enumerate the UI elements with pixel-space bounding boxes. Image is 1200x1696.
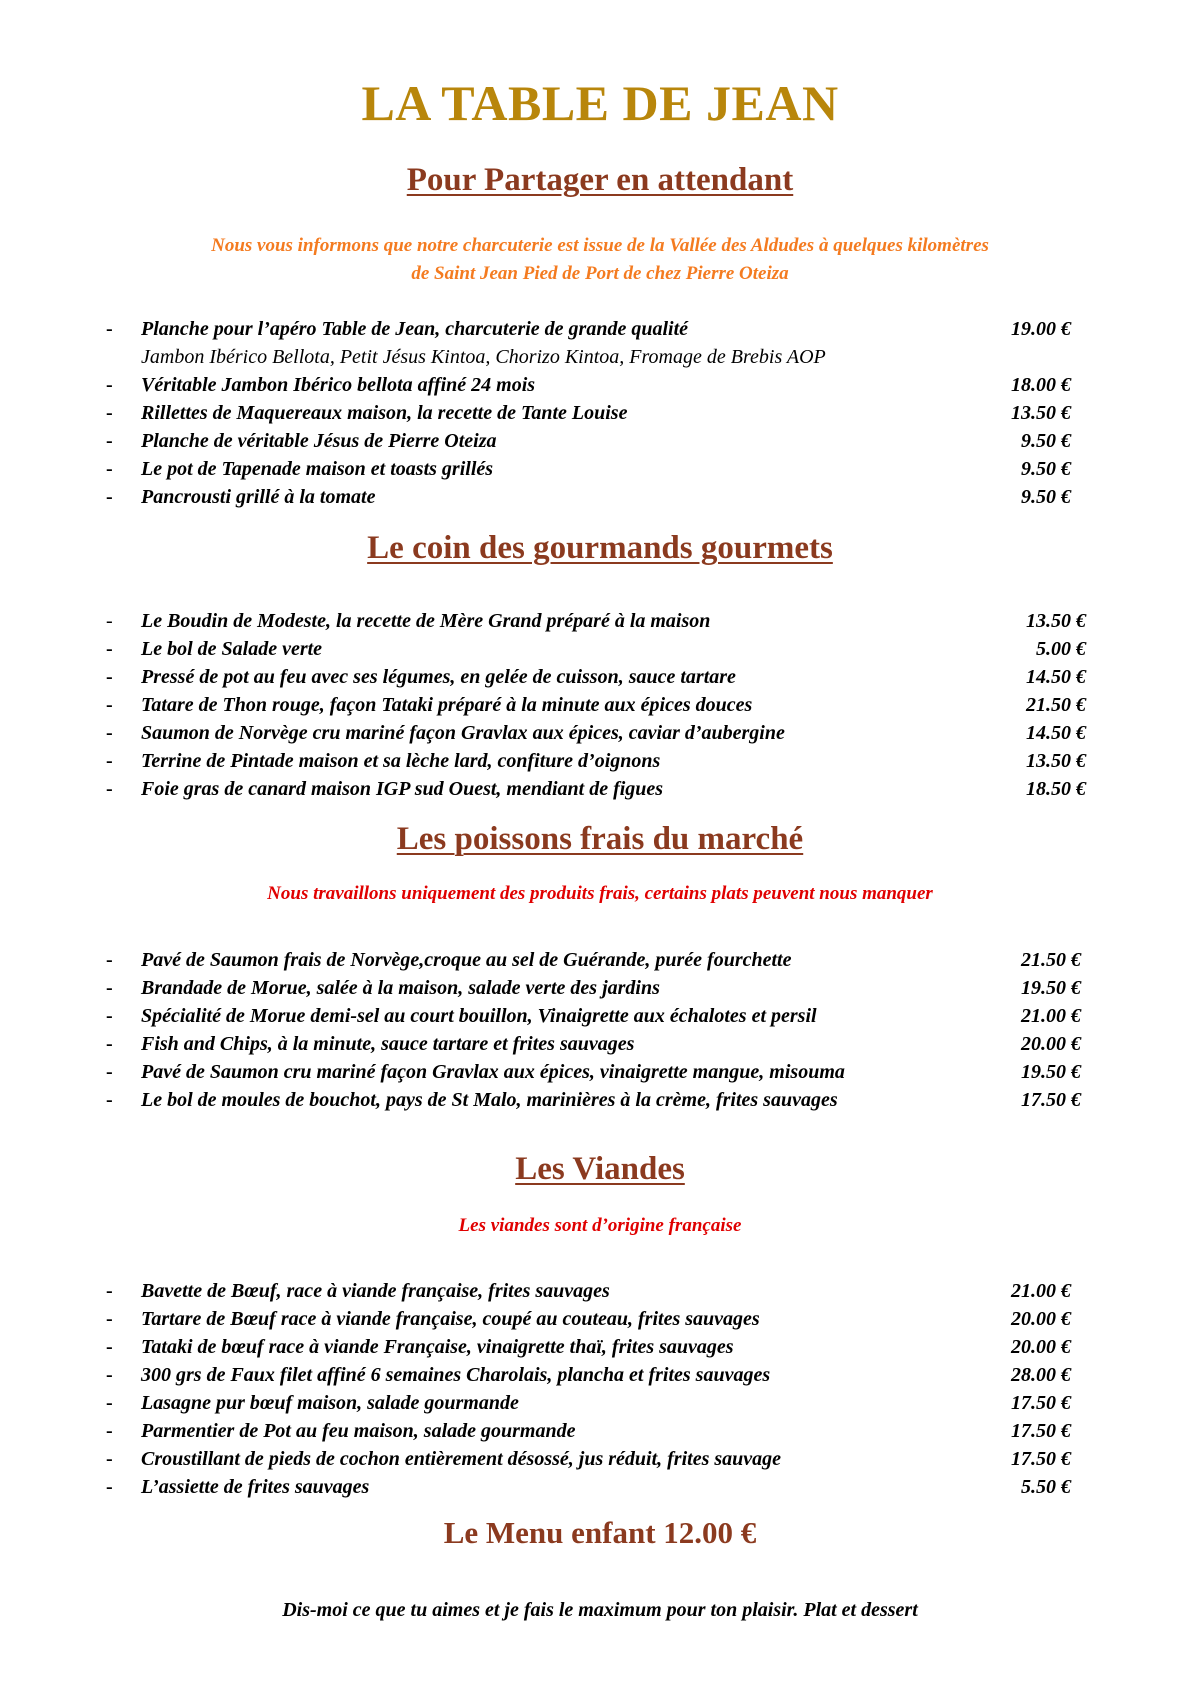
menu-enfant-heading: Le Menu enfant 12.00 € [443, 1515, 757, 1550]
menu-item [106, 747, 1086, 775]
menu-item-price: 18.00 € [1011, 374, 1071, 396]
menu-item [106, 974, 1081, 1002]
menu-item [106, 1277, 1071, 1305]
menu-item [106, 1473, 1071, 1501]
menu-item-name: 300 grs de Faux filet affiné 6 semaines Charolais, plancha et frites sauvages [141, 1364, 771, 1386]
menu-item [106, 1445, 1071, 1473]
menu-item-name: Pavé de Saumon cru mariné façon Gravlax aux épices, vinaigrette mangue, misouma [141, 1061, 845, 1083]
menu-item [106, 635, 1086, 663]
menu-item [106, 483, 1071, 511]
list-dash: - [106, 750, 113, 772]
list-dash: - [106, 430, 113, 452]
menu-item-price: 20.00 € [1011, 1308, 1071, 1330]
section-heading-gourmands: Le coin des gourmands gourmets [367, 530, 833, 566]
menu-item [106, 607, 1086, 635]
menu-enfant-description: Dis-moi ce que tu aimes et je fais le maximum pour ton plaisir. Plat et dessert [282, 1599, 918, 1621]
menu-item-price: 17.50 € [1011, 1420, 1071, 1442]
menu-item-name: Véritable Jambon Ibérico bellota affiné 24 mois [141, 374, 536, 396]
menu-item-name: L’assiette de frites sauvages [141, 1476, 370, 1498]
menu-item-name: Terrine de Pintade maison et sa lèche lard, confiture d’oignons [141, 750, 661, 772]
menu-list-viandes [106, 1277, 1071, 1501]
list-dash: - [106, 1061, 113, 1083]
menu-item [106, 1030, 1081, 1058]
menu-item-price: 19.50 € [1021, 977, 1081, 999]
menu-item-name: Tataki de bœuf race à viande Française, vinaigrette thaï, frites sauvages [141, 1336, 734, 1358]
menu-item-price: 9.50 € [1021, 458, 1071, 480]
list-dash: - [106, 1392, 113, 1414]
menu-item-name: Tatare de Thon rouge, façon Tataki préparé à la minute aux épices douces [141, 694, 753, 716]
menu-item-price: 17.50 € [1021, 1089, 1081, 1111]
menu-item [106, 719, 1086, 747]
menu-item [106, 775, 1086, 803]
list-dash: - [106, 722, 113, 744]
menu-item-price: 13.50 € [1011, 402, 1071, 424]
list-dash: - [106, 1033, 113, 1055]
menu-item [106, 663, 1086, 691]
list-dash: - [106, 458, 113, 480]
menu-list-gourmands [106, 607, 1086, 803]
list-dash: - [106, 1448, 113, 1470]
menu-item [106, 1389, 1071, 1417]
menu-item [106, 1333, 1071, 1361]
menu-item [106, 1417, 1071, 1445]
restaurant-title: LA TABLE DE JEAN [361, 75, 839, 131]
menu-item-name: Croustillant de pieds de cochon entièrement désossé, jus réduit, frites sauvage [141, 1448, 782, 1470]
menu-item [106, 946, 1081, 974]
list-dash: - [106, 778, 113, 800]
menu-item-name: Le bol de moules de bouchot, pays de St Malo, marinières à la crème, frites sauvages [141, 1089, 838, 1111]
menu-item-name: Fish and Chips, à la minute, sauce tartare et frites sauvages [141, 1033, 635, 1055]
menu-item [106, 1058, 1081, 1086]
menu-item-price: 13.50 € [1026, 610, 1086, 632]
list-dash: - [106, 694, 113, 716]
produits-frais-note: Nous travaillons uniquement des produits frais, certains plats peuvent nous manquer [267, 883, 933, 904]
menu-item-price: 17.50 € [1011, 1392, 1071, 1414]
list-dash: - [106, 1005, 113, 1027]
menu-item-price: 19.00 € [1011, 318, 1071, 340]
list-dash: - [106, 1280, 113, 1302]
list-dash: - [106, 318, 113, 340]
menu-item-name: Le bol de Salade verte [141, 638, 323, 660]
section-heading-poissons: Les poissons frais du marché [396, 821, 804, 857]
menu-item-price: 18.50 € [1026, 778, 1086, 800]
menu-item-name: Rillettes de Maquereaux maison, la recette de Tante Louise [141, 402, 628, 424]
menu-item-name: Saumon de Norvège cru mariné façon Gravlax aux épices, caviar d’aubergine [141, 722, 785, 744]
menu-item-price: 21.00 € [1011, 1280, 1071, 1302]
menu-item-name: Lasagne pur bœuf maison, salade gourmande [141, 1392, 519, 1414]
list-dash: - [106, 486, 113, 508]
menu-item-price: 9.50 € [1021, 430, 1071, 452]
menu-item [106, 399, 1071, 427]
menu-item-price: 28.00 € [1011, 1364, 1071, 1386]
menu-item [106, 371, 1071, 399]
menu-item-price: 14.50 € [1026, 666, 1086, 688]
menu-item-price: 5.00 € [1036, 638, 1086, 660]
menu-item [106, 315, 1071, 343]
menu-item-name: Pavé de Saumon frais de Norvège,croque au sel de Guérande, purée fourchette [141, 949, 792, 971]
list-dash: - [106, 1364, 113, 1386]
menu-list-poissons [106, 946, 1081, 1114]
menu-item-price: 20.00 € [1021, 1033, 1081, 1055]
list-dash: - [106, 1476, 113, 1498]
menu-item-name: Brandade de Morue, salée à la maison, salade verte des jardins [141, 977, 660, 999]
list-dash: - [106, 977, 113, 999]
menu-item-description: Jambon Ibérico Bellota, Petit Jésus Kintoa, Chorizo Kintoa, Fromage de Brebis AOP [141, 346, 826, 368]
list-dash: - [106, 666, 113, 688]
viandes-origine-note: Les viandes sont d’origine française [458, 1215, 742, 1236]
menu-item [106, 455, 1071, 483]
list-dash: - [106, 1089, 113, 1111]
menu-item-name: Planche de véritable Jésus de Pierre Oteiza [141, 430, 497, 452]
menu-item [106, 1002, 1081, 1030]
list-dash: - [106, 638, 113, 660]
list-dash: - [106, 1336, 113, 1358]
menu-item-price: 17.50 € [1011, 1448, 1071, 1470]
menu-item-name: Parmentier de Pot au feu maison, salade gourmande [141, 1420, 576, 1442]
menu-item-price: 20.00 € [1011, 1336, 1071, 1358]
menu-item-detail [106, 343, 1071, 371]
section-heading-partager: Pour Partager en attendant [406, 162, 794, 198]
menu-item-price: 13.50 € [1026, 750, 1086, 772]
charcuterie-note-line-2: de Saint Jean Pied de Port de chez Pierre Oteiza [411, 263, 789, 284]
menu-item [106, 691, 1086, 719]
menu-item-price: 21.50 € [1021, 949, 1081, 971]
list-dash: - [106, 374, 113, 396]
menu-item [106, 1305, 1071, 1333]
charcuterie-note [100, 232, 1100, 288]
menu-item-name: Le Boudin de Modeste, la recette de Mère Grand préparé à la maison [141, 610, 711, 632]
menu-item-name: Pressé de pot au feu avec ses légumes, en gelée de cuisson, sauce tartare [141, 666, 736, 688]
menu-item-name: Tartare de Bœuf race à viande française, coupé au couteau, frites sauvages [141, 1308, 760, 1330]
menu-item-name: Bavette de Bœuf, race à viande française, frites sauvages [141, 1280, 610, 1302]
menu-item [106, 1361, 1071, 1389]
menu-item-price: 19.50 € [1021, 1061, 1081, 1083]
charcuterie-note-line-1: Nous vous informons que notre charcuterie est issue de la Vallée des Aldudes à quelques kilomètres [211, 235, 989, 256]
list-dash: - [106, 949, 113, 971]
menu-item-name: Planche pour l’apéro Table de Jean, charcuterie de grande qualité [141, 318, 689, 340]
menu-list-partager [106, 315, 1071, 511]
list-dash: - [106, 1308, 113, 1330]
list-dash: - [106, 1420, 113, 1442]
menu-item-price: 5.50 € [1021, 1476, 1071, 1498]
section-heading-viandes: Les Viandes [515, 1151, 685, 1187]
menu-item [106, 1086, 1081, 1114]
menu-item-name: Foie gras de canard maison IGP sud Ouest, mendiant de figues [141, 778, 664, 800]
menu-item-price: 21.00 € [1021, 1005, 1081, 1027]
menu-item-name: Le pot de Tapenade maison et toasts grillés [141, 458, 494, 480]
menu-item-name: Pancrousti grillé à la tomate [141, 486, 376, 508]
menu-item-price: 21.50 € [1026, 694, 1086, 716]
menu-item-name: Spécialité de Morue demi-sel au court bouillon, Vinaigrette aux échalotes et persil [141, 1005, 817, 1027]
list-dash: - [106, 610, 113, 632]
menu-item-price: 14.50 € [1026, 722, 1086, 744]
menu-item-price: 9.50 € [1021, 486, 1071, 508]
list-dash: - [106, 402, 113, 424]
menu-item [106, 427, 1071, 455]
